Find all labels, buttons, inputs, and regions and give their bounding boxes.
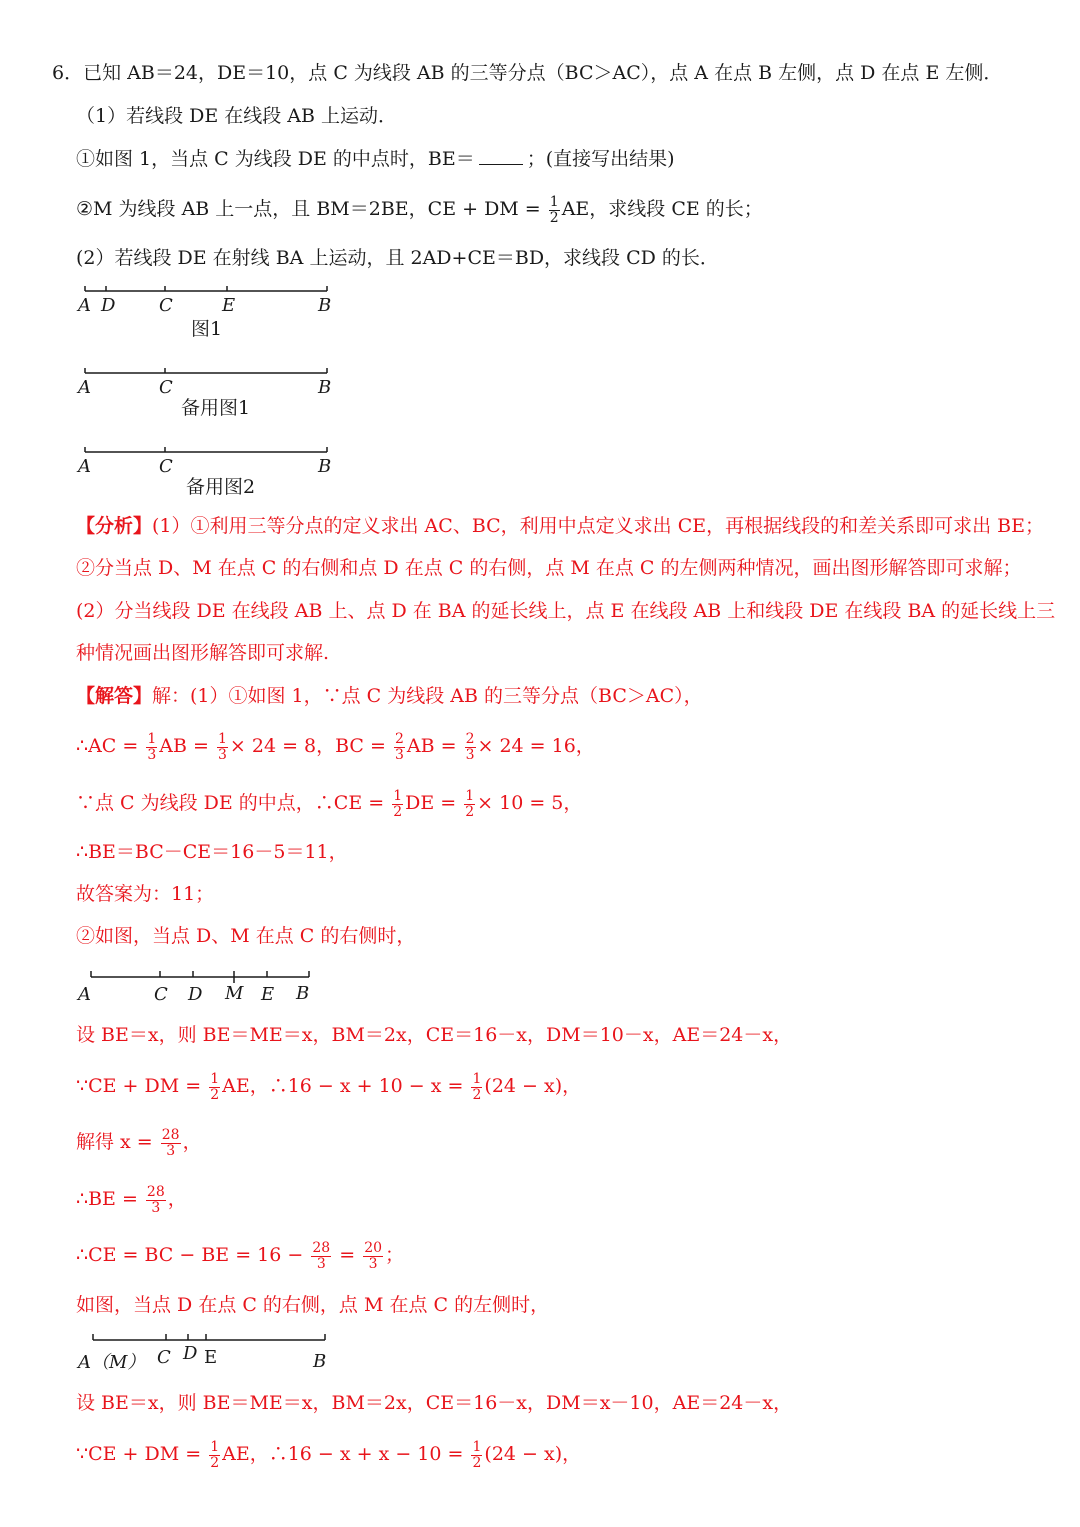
equation-text: ， (182, 1131, 202, 1153)
point-label-b: B (318, 295, 332, 316)
fraction: $\frac{20}{3}$ (364, 1239, 383, 1272)
solution-line-8 (76, 1071, 581, 1103)
equation-text: ∵CE + DM = (76, 1443, 208, 1465)
point-label-a: A (78, 295, 91, 316)
point-label-c: C (159, 456, 173, 477)
equation-text: AB = (406, 735, 463, 757)
problem-number: 6． (52, 62, 84, 84)
point-label-c: C (157, 1347, 171, 1368)
fraction: $\frac{1}{2}$ (472, 1438, 482, 1471)
solution-figure-2 (76, 1334, 326, 1373)
analysis-text: (1）①利用三等分点的定义求出 AC、BC，利用中点定义求出 CE，再根据线段的和差关系即可求出 BE； (152, 515, 1044, 537)
fraction: $\frac{1}{2}$ (393, 787, 403, 820)
solution-line-2 (76, 731, 595, 763)
point-label-b: B (313, 1351, 327, 1372)
equation-text: ∵点 C 为线段 DE 的中点，∴CE = (76, 792, 391, 814)
equation-text: ， (167, 1188, 187, 1210)
solution-line-4: ∴BE＝BC－CE＝16－5＝11， (76, 841, 348, 863)
equation-text: ∴AC = (76, 735, 145, 757)
point-label-c: C (154, 984, 168, 1005)
equation-text: DE = (405, 792, 463, 814)
analysis-tag: 【分析】 (76, 515, 153, 537)
equation-text: × 10 = 5， (477, 792, 583, 814)
solution-line-13: 设 BE＝x，则 BE＝ME＝x，BM＝2x，CE＝16－x，DM＝x－10，AE＝24－x， (76, 1392, 793, 1414)
fraction: $\frac{1}{2}$ (465, 787, 475, 820)
question-1a-text: ①如图 1，当点 C 为线段 DE 的中点时，BE＝ (76, 148, 475, 170)
point-label-a: A (78, 984, 91, 1005)
equation-text: 解得 x = (76, 1131, 159, 1153)
point-label-a: A (78, 377, 91, 398)
solution-tag: 【解答】 (76, 685, 153, 707)
solution-line-5: 故答案为：11； (76, 883, 215, 905)
fraction: $\frac{1}{3}$ (147, 730, 157, 763)
figure-1 (76, 286, 331, 340)
equation-text: × 24 = 8，BC = (229, 735, 392, 757)
point-label-d: D (183, 1343, 198, 1364)
solution-line-9 (76, 1127, 202, 1159)
fraction: $\frac{28}{3}$ (161, 1126, 180, 1159)
figure-caption: 备用图2 (186, 476, 256, 498)
solution-line-14 (76, 1439, 581, 1471)
point-label-m: M (225, 983, 244, 1004)
fraction: $\frac{1}{2}$ (472, 1070, 482, 1103)
solution-line-10 (76, 1184, 187, 1216)
part2-heading: (2）若线段 DE 在射线 BA 上运动，且 2AD+CE＝BD，求线段 CD 的长． (76, 247, 719, 269)
analysis-line-1 (76, 511, 1044, 541)
point-label-c: C (159, 377, 173, 398)
part1-heading: （1）若线段 DE 在线段 AB 上运动． (76, 105, 398, 127)
analysis-line-4: 种情况画出图形解答即可求解. (76, 642, 330, 664)
point-label-d: D (101, 295, 116, 316)
fraction: $\frac{1}{3}$ (217, 730, 227, 763)
equation-text: (24 − x)， (484, 1075, 582, 1097)
equation-text: ∴CE = BC − BE = 16 − (76, 1244, 310, 1266)
solution-text: 解：(1）①如图 1，∵点 C 为线段 AB 的三等分点（BC＞AC）， (152, 685, 703, 707)
equation-text: AE，∴16 − x + 10 − x = (222, 1075, 470, 1097)
question-1b-post: AE，求线段 CE 的长； (561, 198, 763, 220)
equation-text: ∵CE + DM = (76, 1075, 208, 1097)
point-label-b: B (296, 983, 310, 1004)
point-label-a: A (78, 456, 91, 477)
analysis-line-3: (2）分当线段 DE 在线段 AB 上、点 D 在 BA 的延长线上，点 E 在线段 AB 上和线段 DE 在线段 BA 的延长线上三 (76, 600, 1056, 622)
fraction: $\frac{1}{2}$ (210, 1438, 220, 1471)
equation-text: ∴BE = (76, 1188, 144, 1210)
solution-line-6: ②如图，当点 D、M 在点 C 的右侧时， (76, 925, 416, 947)
equation-text: = (333, 1244, 362, 1266)
solution-figure-1 (76, 971, 309, 1005)
fraction: $\frac{28}{3}$ (312, 1239, 331, 1272)
point-label-e: E (261, 984, 275, 1005)
equation-text: ； (385, 1244, 405, 1266)
equation-text: (24 − x)， (484, 1443, 582, 1465)
equation-text: AE，∴16 − x + x − 10 = (222, 1443, 470, 1465)
point-label-b: B (318, 456, 332, 477)
point-label-e: E (204, 1347, 218, 1368)
point-label-b: B (318, 377, 332, 398)
solution-line-11 (76, 1240, 404, 1272)
solution-line-7: 设 BE＝x，则 BE＝ME＝x，BM＝2x，CE＝16－x，DM＝10－x，AE＝24－x， (76, 1024, 793, 1046)
analysis-line-2: ②分当点 D、M 在点 C 的右侧和点 D 在点 C 的右侧，点 M 在点 C 的左侧两种情况，画出图形解答即可求解； (76, 557, 1022, 579)
question-1a-tail: ；(直接写出结果) (526, 148, 675, 170)
problem-text: 已知 AB＝24，DE＝10，点 C 为线段 AB 的三等分点（BC＞AC），点 A 在点 B 左侧，点 D 在点 E 左侧． (83, 62, 1003, 84)
figure-caption: 图1 (191, 318, 223, 340)
equation-text: AB = (159, 735, 215, 757)
point-label-e: E (222, 295, 236, 316)
equation-text: × 24 = 16， (477, 735, 595, 757)
point-label-a-m: A（M） (78, 1352, 146, 1373)
fraction: $\frac{2}{3}$ (465, 730, 475, 763)
solution-line-12: 如图，当点 D 在点 C 的右侧，点 M 在点 C 的左侧时， (76, 1294, 550, 1316)
solution-line-1 (76, 681, 703, 711)
spare-figure-2 (76, 447, 331, 498)
fraction: $\frac{28}{3}$ (146, 1183, 165, 1216)
question-1b-pre: ②M 为线段 AB 上一点，且 BM＝2BE，CE + DM = (76, 198, 547, 220)
fraction: $\frac{1}{2}$ (210, 1070, 220, 1103)
figure-caption: 备用图1 (181, 397, 251, 419)
fraction: $\frac{2}{3}$ (394, 730, 404, 763)
solution-line-3 (76, 788, 582, 820)
fraction: $\frac{1}{2}$ (549, 193, 559, 226)
point-label-c: C (159, 295, 173, 316)
point-label-d: D (188, 984, 203, 1005)
spare-figure-1 (76, 368, 331, 419)
